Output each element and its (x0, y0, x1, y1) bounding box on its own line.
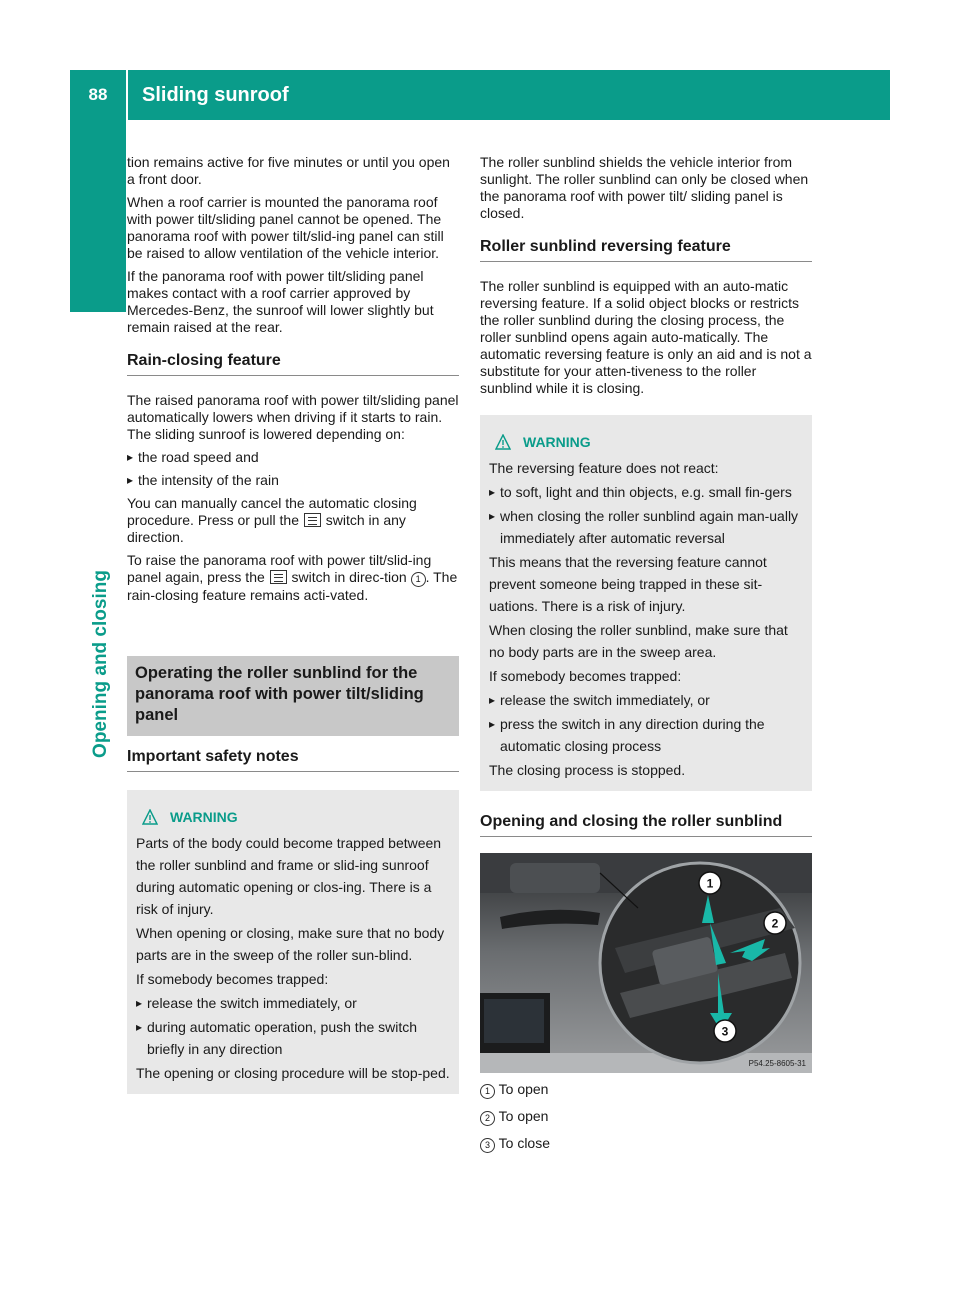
warning-label: WARNING (523, 434, 591, 450)
warning-triangle-icon (142, 809, 158, 825)
circle-number-icon: 3 (480, 1138, 495, 1153)
paragraph: The opening or closing procedure will be stop-ped. (136, 1065, 450, 1081)
right-column (480, 154, 812, 1160)
warning-box (480, 415, 812, 791)
list-item: ▸ release the switch immediately, or (489, 689, 804, 711)
warning-title (489, 431, 804, 453)
paragraph: If the panorama roof with power tilt/sliding panel makes contact with a roof carrier approved by Mercedes-Benz, the sunroof will lower slightly but remain raised at the rear. (127, 268, 434, 335)
paragraph: The roller sunblind shields the vehicle interior from sunlight. The roller sunblind can only be closed when the panorama roof with power tilt/ sliding panel is closed. (480, 154, 809, 221)
list-item: ▸ the intensity of the rain (127, 472, 459, 489)
list-item: ▸ during automatic operation, push the switch briefly in any direction (136, 1016, 451, 1060)
list-item: ▸ press the switch in any direction during the automatic closing process (489, 713, 804, 757)
heading-opening-closing: Opening and closing the roller sunblind (480, 813, 812, 837)
heading-reversing-feature: Roller sunblind reversing feature (480, 238, 812, 262)
page-number: 88 (88, 85, 108, 104)
heading-safety-notes: Important safety notes (127, 748, 459, 772)
text: switch in any direction. (127, 512, 406, 545)
header-divider (126, 70, 128, 120)
paragraph: The closing process is stopped. (489, 762, 686, 778)
paragraph (127, 495, 459, 546)
list-item: ▸ the road speed and (127, 449, 459, 466)
paragraph: When closing the roller sunblind, make sure that no body parts are in the sweep area. (489, 622, 788, 660)
paragraph: When opening or closing, make sure that no body parts are in the sweep of the roller sun-blind. (136, 925, 445, 963)
paragraph: If somebody becomes trapped: (136, 971, 329, 987)
photo-marker: 1 (706, 876, 714, 891)
caption-text: To close (498, 1135, 550, 1151)
warning-triangle-icon (495, 434, 511, 450)
header-bar (70, 70, 890, 120)
paragraph: If somebody becomes trapped: (489, 668, 682, 684)
photo-marker: 3 (721, 1024, 729, 1039)
text: . The rain-closing feature remains acti-vated. (127, 569, 458, 603)
heading-rain-closing: Rain-closing feature (127, 352, 459, 376)
text: To raise the panorama roof with power tilt/slid-ing panel again, press the (127, 552, 432, 585)
paragraph: The roller sunblind is equipped with an auto-matic reversing feature. If a solid object blocks or restricts the roller sunblind during the closing process, the roller sunblind opens again auto-matically. The automatic reversing feature is only an aid and is not a substitute for your atten-tiveness to the roller sunblind while it is closing. (480, 278, 812, 396)
section-heading-box (127, 656, 459, 736)
paragraph (127, 552, 459, 604)
caption-item (480, 1079, 812, 1100)
paragraph: This means that the reversing feature cannot prevent someone being trapped in these sit-uations. There is a risk of injury. (489, 554, 767, 614)
caption-item (480, 1133, 812, 1154)
paragraph: The reversing feature does not react: (489, 460, 719, 476)
caption-item (480, 1106, 812, 1127)
warning-label: WARNING (170, 809, 238, 825)
warning-box (127, 790, 459, 1094)
image-code: P54.25-8605-31 (748, 1059, 806, 1068)
chapter-tab (86, 548, 116, 780)
warning-title (136, 806, 451, 828)
list-item: ▸ release the switch immediately, or (136, 992, 451, 1014)
switch-icon (270, 570, 287, 584)
paragraph: Parts of the body could become trapped between the roller sunblind and frame or slid-ing sunroof during automatic opening or clos-ing. There is a risk of injury. (136, 835, 442, 917)
list-item: ▸ to soft, light and thin objects, e.g. small fin-gers (489, 481, 804, 503)
circle-number-icon: 2 (480, 1111, 495, 1126)
caption-text: To open (498, 1108, 549, 1124)
paragraph: tion remains active for five minutes or until you open a front door. (127, 154, 450, 187)
page-title: Sliding sunroof (142, 84, 289, 106)
left-column (127, 154, 459, 1094)
caption-text: To open (498, 1081, 549, 1097)
roller-sunblind-switch-photo (480, 853, 812, 1073)
text: You can manually cancel the automatic closing procedure. Press or pull the (127, 495, 417, 528)
circle-number-icon: 1 (411, 572, 426, 587)
section-heading: Operating the roller sunblind for the panorama roof with power tilt/sliding panel (135, 664, 424, 724)
chapter-tab-label: Opening and closing (90, 570, 111, 758)
circle-number-icon: 1 (480, 1084, 495, 1099)
switch-icon (304, 513, 321, 527)
list-item: ▸ when closing the roller sunblind again man-ually immediately after automatic reversal (489, 505, 804, 549)
text: switch in direc-tion (291, 569, 407, 585)
side-bar (70, 120, 126, 312)
paragraph: The raised panorama roof with power tilt/sliding panel automatically lowers when driving if it starts to rain. The sliding sunroof is lowered depending on: (127, 392, 459, 442)
paragraph: When a roof carrier is mounted the panorama roof with power tilt/sliding panel cannot be opened. The panorama roof with power tilt/slid-ing panel can still be raised to allow ventilation of the vehicle interior. (127, 194, 444, 261)
photo-marker: 2 (771, 916, 779, 931)
